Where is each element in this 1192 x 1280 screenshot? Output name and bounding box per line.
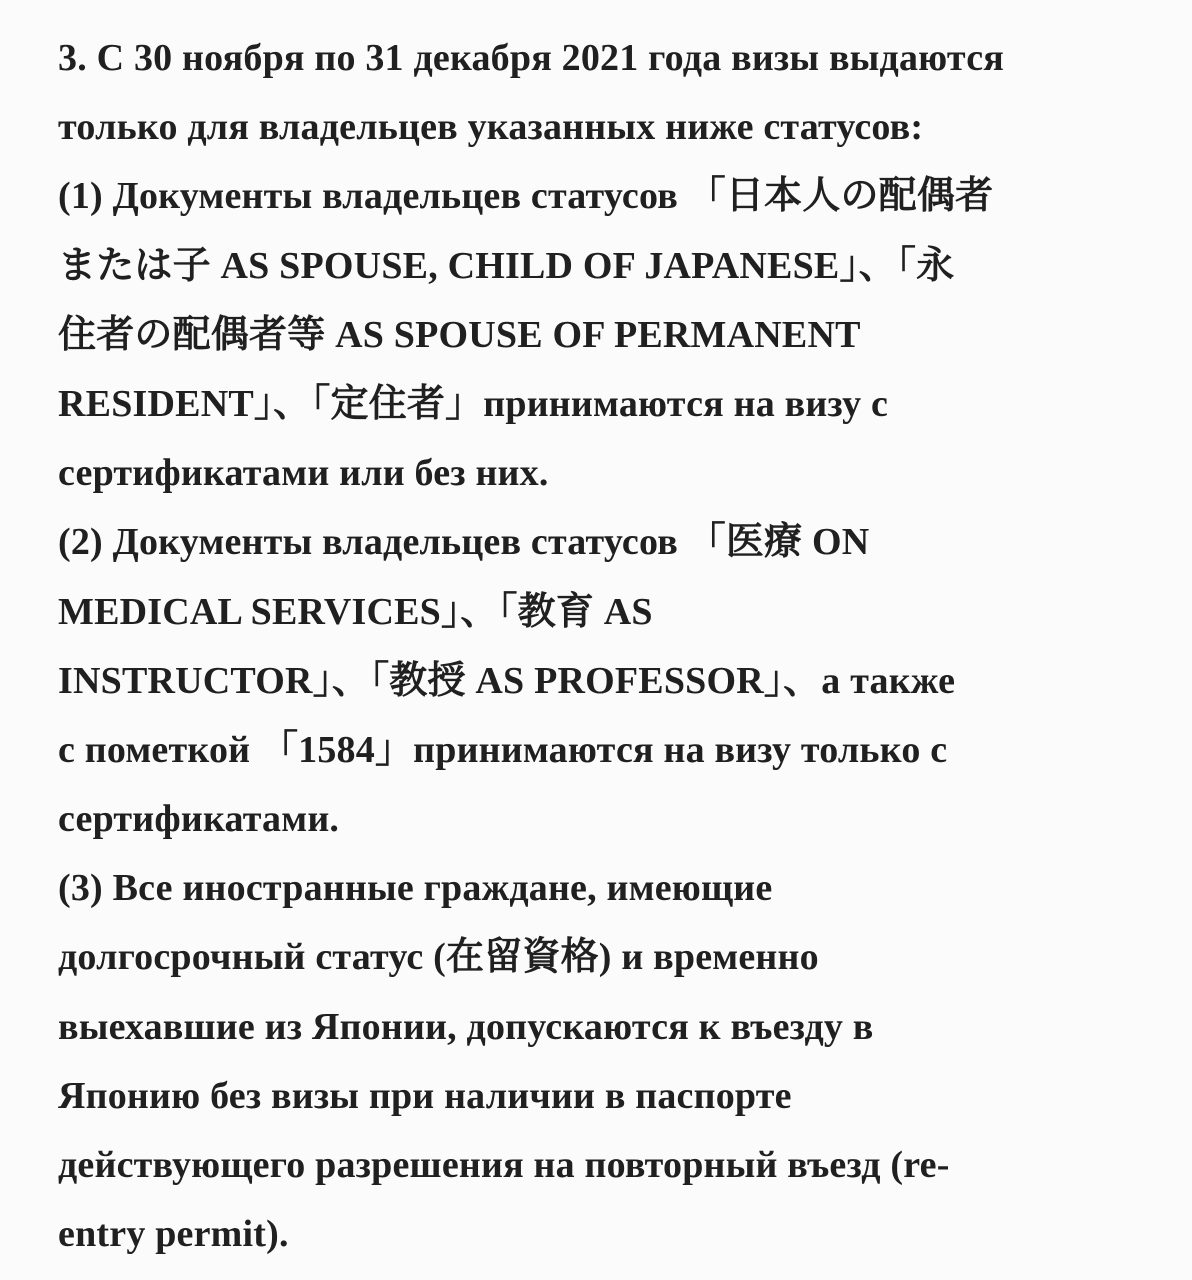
- text-line-8: (2) Документы владельцев статусов 「医療 ON: [58, 521, 870, 564]
- text-line-5: 住者の配偶者等 AS SPOUSE OF PERMANENT: [58, 313, 861, 356]
- text-line-17: действующего разрешения на повторный въезд (re-: [58, 1144, 950, 1186]
- text-line-11: с пометкой 「1584」принимаются на визу только с: [58, 728, 948, 771]
- text-line-10: INSTRUCTOR」、「教授 AS PROFESSOR」、а также: [58, 659, 956, 702]
- text-line-4: または子 AS SPOUSE, CHILD OF JAPANESE」、「永: [58, 244, 955, 287]
- text-line-12: сертификатами.: [58, 798, 340, 841]
- document-body: [58, 24, 1168, 1269]
- text-line-14: долгосрочный статус (在留資格) и временно: [58, 936, 819, 979]
- text-line-1: 3. С 30 ноября по 31 декабря 2021 года визы выдаются: [58, 37, 1005, 79]
- text-line-7: сертификатами или без них.: [58, 452, 549, 495]
- text-line-16: Японию без визы при наличии в паспорте: [58, 1074, 792, 1117]
- text-line-18: entry permit).: [58, 1213, 289, 1256]
- text-line-3: (1) Документы владельцев статусов 「日本人の配偶者: [58, 175, 994, 218]
- text-line-9: MEDICAL SERVICES」、「教育 AS: [58, 590, 653, 633]
- text-line-6: RESIDENT」、「定住者」принимаются на визу с: [58, 382, 889, 425]
- text-line-13: (3) Все иностранные граждане, имеющие: [58, 867, 773, 910]
- text-line-2: только для владельцев указанных ниже статусов:: [58, 106, 924, 149]
- text-line-15: выехавшие из Японии, допускаются к въезду в: [58, 1005, 874, 1048]
